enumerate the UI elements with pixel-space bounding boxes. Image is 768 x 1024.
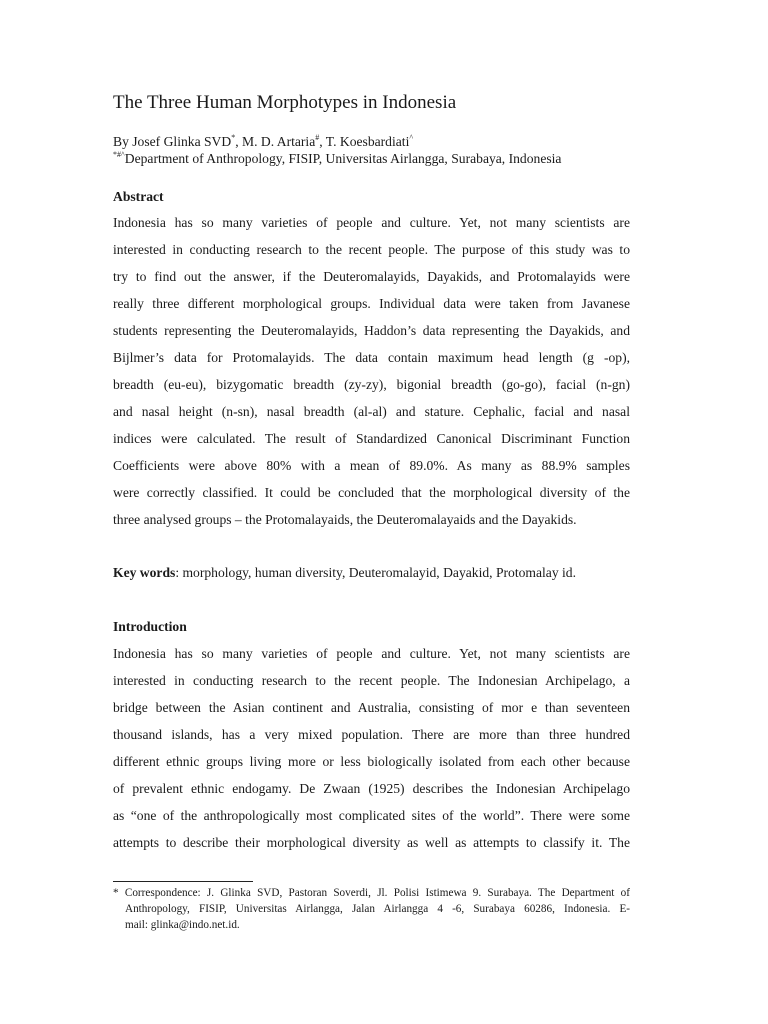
abstract-line: really three different morphological groups. Individual data were taken from Javanese [113, 296, 630, 311]
keywords-line [113, 565, 576, 581]
introduction-line: interested in conducting research to the recent people. The Indonesian Archipelago, a [113, 673, 630, 688]
introduction-line: of prevalent ethnic endogamy. De Zwaan (1925) describes the Indonesian Archipelago [113, 781, 630, 796]
introduction-body [113, 640, 630, 856]
abstract-line: students representing the Deuteromalayids, Haddon’s data representing the Dayakids, and [113, 323, 630, 338]
keywords-label: Key words [113, 565, 176, 580]
abstract-line: Coefficients were above 80% with a mean of 89.0%. As many as 88.9% samples [113, 458, 630, 473]
paper-title: The Three Human Morphotypes in Indonesia [113, 92, 457, 113]
footnote-line: Anthropology, FISIP, Universitas Airlangga, Jalan Airlangga 4 -6, Surabaya 60286, Indonesia. E- [125, 903, 630, 915]
abstract-line: interested in conducting research to the recent people. The purpose of this study was to [113, 242, 630, 257]
introduction-line: bridge between the Asian continent and Australia, consisting of mor e than seventeen [113, 700, 630, 715]
keywords-text: : morphology, human diversity, Deuteromalayid, Dayakid, Protomalay id. [175, 565, 576, 580]
footnote-line: mail: glinka@indo.net.id. [125, 919, 240, 931]
introduction-line: as “one of the anthropologically most complicated sites of the world”. There were some [113, 808, 630, 823]
author-1-mark: * [231, 133, 236, 142]
author-2: , M. D. Artaria [235, 134, 316, 149]
affiliation-line [113, 151, 561, 167]
abstract-line: and nasal height (n-sn), nasal breadth (al-al) and stature. Cephalic, facial and nasal [113, 404, 630, 419]
introduction-line: different ethnic groups living more or less biologically isolated from each other because [113, 754, 630, 769]
abstract-line: Indonesia has so many varieties of people and culture. Yet, not many scientists are [113, 215, 630, 230]
author-3-mark: ^ [409, 133, 414, 142]
introduction-heading: Introduction [113, 619, 187, 634]
abstract-line: indices were calculated. The result of Standardized Canonical Discriminant Function [113, 431, 630, 446]
author-1: By Josef Glinka SVD [113, 134, 232, 149]
abstract-line: three analysed groups – the Protomalayaids, the Deuteromalayaids and the Dayakids. [113, 512, 577, 527]
footnote [113, 885, 630, 933]
introduction-line: Indonesia has so many varieties of people and culture. Yet, not many scientists are [113, 646, 630, 661]
author-line [113, 134, 413, 150]
author-2-mark: # [315, 133, 320, 142]
footnote-divider [113, 881, 253, 882]
abstract-heading: Abstract [113, 189, 164, 204]
abstract-line: were correctly classified. It could be concluded that the morphological diversity of the [113, 485, 630, 500]
abstract-line: breadth (eu-eu), bizygomatic breadth (zy-zy), bigonial breadth (go-go), facial (n-gn) [113, 377, 630, 392]
introduction-line: thousand islands, has a very mixed population. There are more than three hundred [113, 727, 630, 742]
affiliation-marks: *#^ [113, 150, 125, 159]
affiliation-text: Department of Anthropology, FISIP, Universitas Airlangga, Surabaya, Indonesia [124, 151, 562, 166]
author-3: , T. Koesbardiati [319, 134, 410, 149]
abstract-line: try to find out the answer, if the Deuteromalayids, Dayakids, and Protomalayids were [113, 269, 630, 284]
abstract-body [113, 209, 630, 533]
introduction-line: attempts to describe their morphological diversity as well as attempts to classify it. The [113, 835, 630, 850]
footnote-line: * Correspondence: J. Glinka SVD, Pastoran Soverdi, Jl. Polisi Istimewa 9. Surabaya. The Department of [113, 887, 630, 899]
abstract-line: Bijlmer’s data for Protomalayids. The data contain maximum head length (g -op), [113, 350, 630, 365]
